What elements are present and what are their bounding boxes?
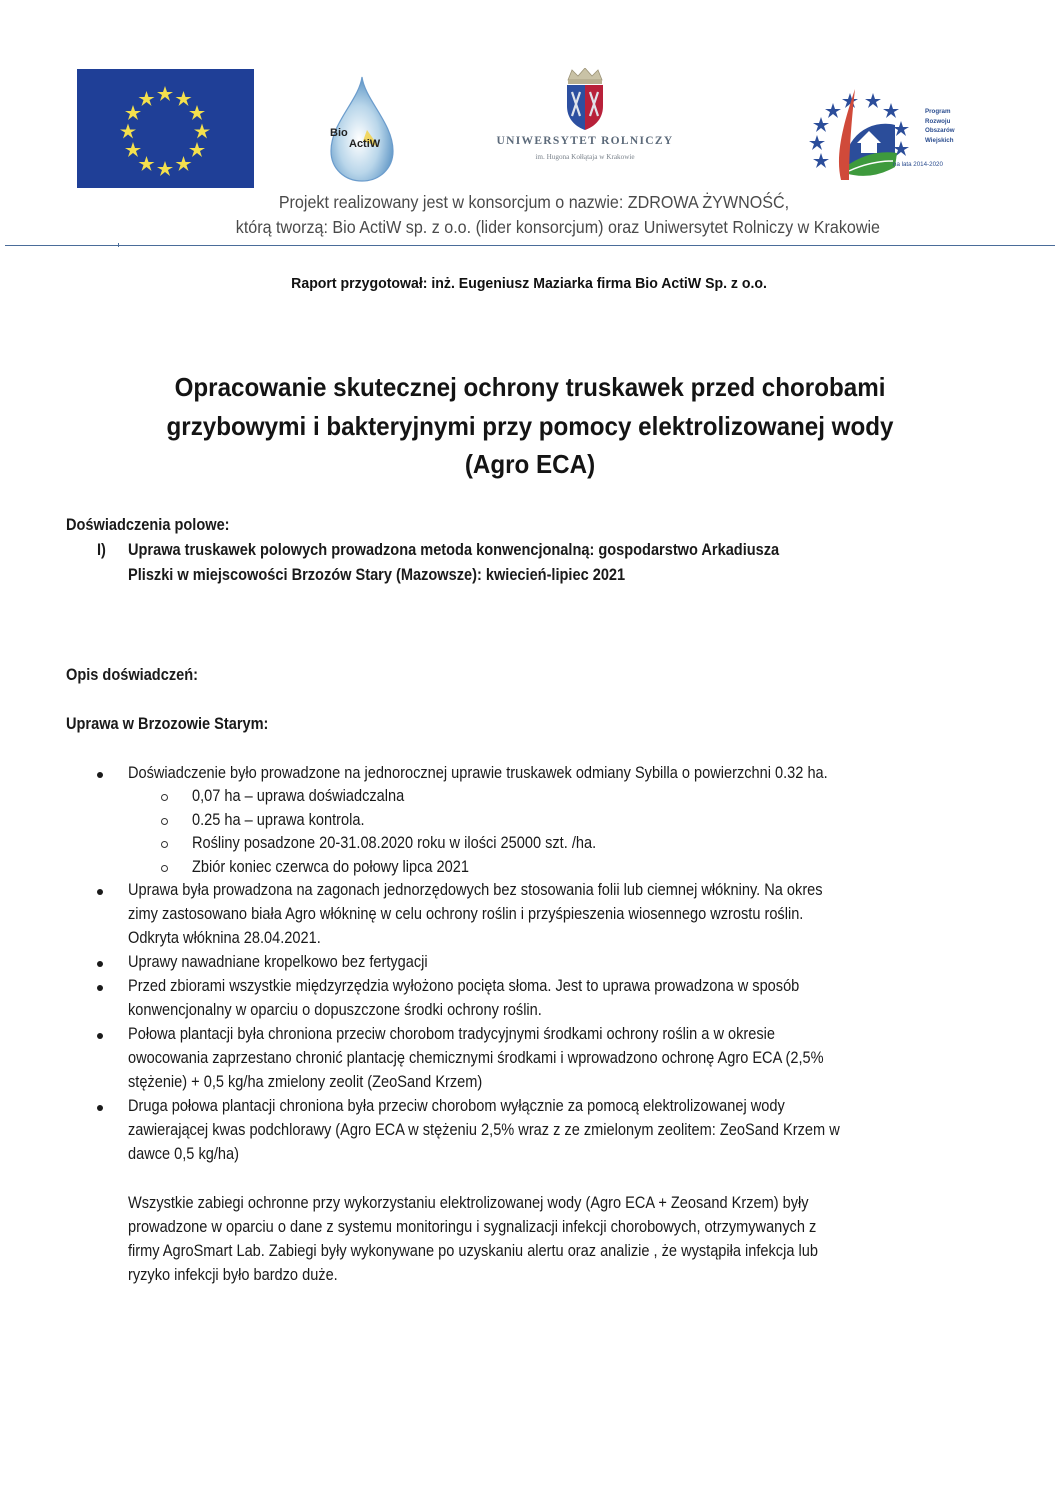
- header-divider: [5, 245, 1055, 246]
- title-line-2: grzybowymi i bakteryjnymi przy pomocy elektrolizowanej wody: [166, 410, 894, 441]
- field-experiment-line-1: Uprawa truskawek polowych prowadzona metoda konwencjonalną: gospodarstwo Arkadiusza: [128, 541, 780, 559]
- bullet-icon: [97, 889, 103, 895]
- bullet-2-line-2: zimy zastosowano biała Agro włókninę w celu ochrony roślin i przyśpieszenia wiosennego wzrostu roślin.: [128, 905, 804, 923]
- bullet-5-line-3: stężenie) + 0,5 kg/ha zmielony zeolit (ZeoSand Krzem): [128, 1073, 483, 1091]
- prow-emblem-icon: [805, 85, 925, 185]
- prow-logo: [805, 85, 975, 185]
- prow-program-text: Program Rozwoju Obszarów Wiejskich: [925, 108, 955, 144]
- bullet-4-line-1: Przed zbiorami wszystkie międzyrzędzia wyłożono pocięta słoma. Jest to uprawa prowadzona w sposób: [128, 977, 800, 995]
- bullet-icon: [97, 1105, 103, 1111]
- sub-bullet-1: 0,07 ha – uprawa doświadczalna: [192, 787, 405, 805]
- title-line-1: Opracowanie skutecznej ochrony truskawek przed chorobami: [174, 372, 886, 402]
- sub-bullet-icon: [161, 794, 168, 801]
- bullet-6-line-3: dawce 0,5 kg/ha): [128, 1145, 239, 1163]
- eu-stars-icon: [77, 69, 254, 188]
- bullet-3-line-1: Uprawy nawadniane kropelkowo bez fertygacji: [128, 953, 428, 971]
- location-heading: Uprawa w Brzozowie Starym:: [66, 715, 269, 733]
- sub-bullet-icon: [161, 865, 168, 872]
- closing-line-1: Wszystkie zabiegi ochronne przy wykorzystaniu elektrolizowanej wody (Agro ECA + Zeosand Krzem) były: [128, 1194, 809, 1212]
- description-heading: Opis doświadczeń:: [66, 666, 198, 684]
- bioactiw-actiw-text: ActiW: [349, 138, 381, 150]
- sub-bullet-3: Rośliny posadzone 20-31.08.2020 roku w ilości 25000 szt. /ha.: [192, 834, 597, 852]
- bullet-2-line-1: Uprawa była prowadzona na zagonach jednorzędowych bez stosowania folii lub ciemnej włókniny. Na okres: [128, 881, 823, 899]
- university-subtitle: im. Hugona Kołłątaja w Krakowie: [535, 153, 635, 161]
- closing-line-2: prowadzone w oparciu o dane z systemu monitoringu i sygnalizacji infekcji chorobowych, otrzymywanych z: [128, 1218, 817, 1236]
- report-author: Raport przygotował: inż. Eugeniusz Maziarka firma Bio ActiW Sp. z o.o.: [291, 275, 767, 292]
- sub-bullet-icon: [161, 841, 168, 848]
- sub-bullet-icon: [161, 818, 168, 825]
- bullet-2-line-3: Odkryta włóknina 28.04.2021.: [128, 929, 321, 947]
- bullet-icon: [97, 772, 103, 778]
- document-title: [93, 368, 967, 484]
- bullet-icon: [97, 961, 103, 967]
- closing-line-3: firmy AgroSmart Lab. Zabiegi były wykonywane po uzyskaniu alertu oraz analizie , że wystąpiła infekcja lub: [128, 1242, 818, 1260]
- sub-bullet-4: Zbiór koniec czerwca do połowy lipca 2021: [192, 858, 469, 876]
- bullet-5-line-1: Połowa plantacji była chroniona przeciw chorobom tradycyjnymi środkami ochrony roślin a w okresie: [128, 1025, 775, 1043]
- field-experiment-line-2: Pliszki w miejscowości Brzozów Stary (Mazowsze): kwiecień-lipiec 2021: [128, 566, 626, 584]
- bullet-5-line-2: owocowania zaprzestano chronić plantację chemicznymi środkami i wprowadzono ochronę Agro ECA (2,5%: [128, 1049, 824, 1067]
- bioactiw-logo: [327, 75, 397, 185]
- consortium-line-2: którą tworzą: Bio ActiW sp. z o.o. (lider konsorcjum) oraz Uniwersytet Rolniczy w Krakowie: [235, 217, 880, 237]
- university-logo: [490, 68, 680, 168]
- closing-line-4: ryzyko infekcji było bardzo duże.: [128, 1266, 338, 1284]
- bullet-6-line-2: zawierającej kwas podchlorawy (Agro ECA w stężeniu 2,5% wraz z ze zmielonym zeolitem: ZeoSand Krzem w: [128, 1121, 840, 1139]
- bioactiw-bio-text: Bio: [330, 127, 348, 139]
- title-line-3: (Agro ECA): [464, 449, 596, 479]
- bullet-icon: [97, 985, 103, 991]
- university-crest-icon: [564, 68, 606, 132]
- header-divider-tick: [118, 243, 119, 247]
- sub-bullet-2: 0.25 ha – uprawa kontrola.: [192, 811, 365, 829]
- list-marker-roman-1: I): [97, 541, 106, 559]
- university-name: UNIWERSYTET ROLNICZY: [496, 135, 674, 147]
- consortium-info: [44, 190, 1017, 240]
- prow-years-text: na lata 2014-2020: [893, 161, 943, 168]
- eu-flag-logo: [77, 69, 254, 188]
- consortium-line-1: Projekt realizowany jest w konsorcjum o nazwie: ZDROWA ŻYWNOŚĆ,: [278, 192, 790, 212]
- bullet-4-line-2: konwencjonalny w oparciu o dopuszczone środki ochrony roślin.: [128, 1001, 542, 1019]
- bullet-1-line-1: Doświadczenie było prowadzone na jednorocznej uprawie truskawek odmiany Sybilla o powierzchni 0.32 ha.: [128, 764, 828, 782]
- field-experiments-heading: Doświadczenia polowe:: [66, 516, 230, 534]
- bullet-6-line-1: Druga połowa plantacji chroniona była przeciw chorobom wyłącznie za pomocą elektrolizowanej wody: [128, 1097, 785, 1115]
- bullet-icon: [97, 1033, 103, 1039]
